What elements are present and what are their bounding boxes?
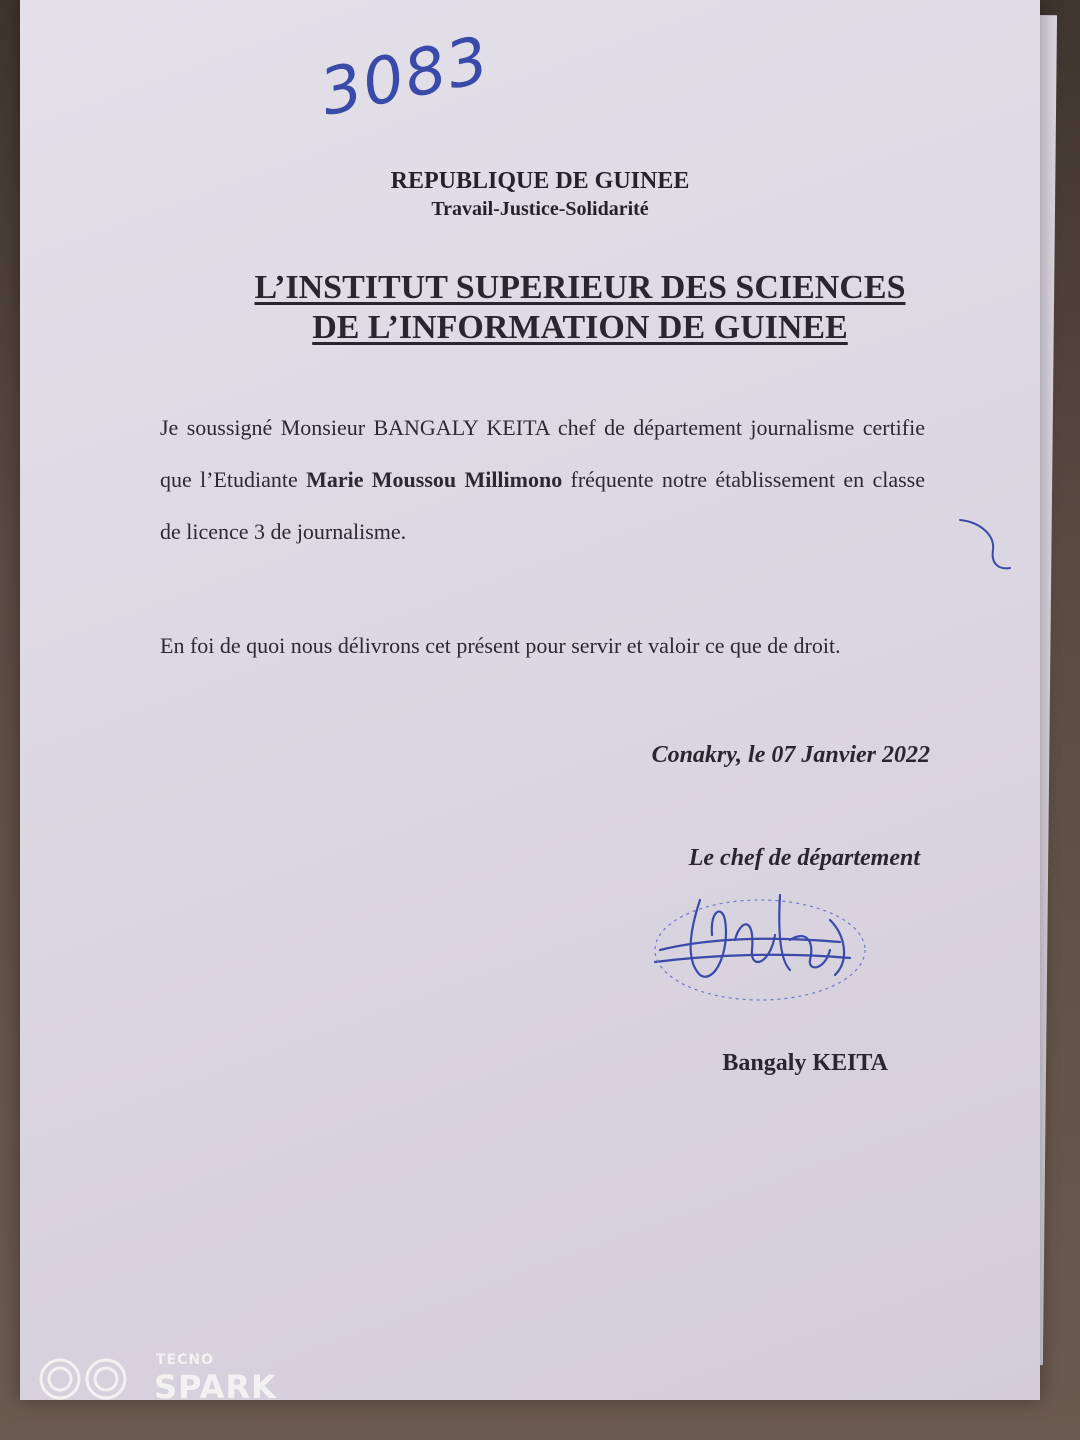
watermark-model: SPARK bbox=[154, 1368, 277, 1406]
certification-paragraph bbox=[160, 402, 925, 558]
camera-watermark bbox=[38, 1350, 338, 1410]
camera-rings-icon bbox=[38, 1354, 138, 1404]
paragraph-intro: Je soussigné Monsieur BANGALY KEITA chef de département journalisme certifie que l’Etudiante bbox=[160, 415, 925, 492]
watermark-brand: TECNO bbox=[156, 1352, 215, 1368]
signatory-role: Le chef de département bbox=[688, 845, 920, 871]
institute-title-line1: L’INSTITUT SUPERIEUR DES SCIENCES bbox=[254, 269, 906, 306]
place-date: Conakry, le 07 Janvier 2022 bbox=[651, 742, 930, 768]
handwritten-number: 3083 bbox=[314, 23, 497, 131]
signature-stamp-icon bbox=[640, 880, 880, 1010]
student-name: Marie Moussou Millimono bbox=[306, 467, 563, 492]
document-sheet bbox=[20, 0, 1040, 1400]
republic-heading: REPUBLIQUE DE GUINEE bbox=[390, 168, 690, 194]
institute-title-line2: DE L’INFORMATION DE GUINEE bbox=[312, 309, 848, 346]
signer-name: Bangaly KEITA bbox=[722, 1050, 888, 1076]
ink-stroke-icon bbox=[955, 510, 1015, 580]
closing-paragraph: En foi de quoi nous délivrons cet présent pour servir et valoir ce que de droit. bbox=[160, 633, 841, 658]
national-motto: Travail-Justice-Solidarité bbox=[431, 198, 649, 220]
institute-title bbox=[140, 268, 1020, 348]
paragraph-details: fréquente notre établissement en classe de licence 3 de journalisme. bbox=[160, 467, 925, 544]
